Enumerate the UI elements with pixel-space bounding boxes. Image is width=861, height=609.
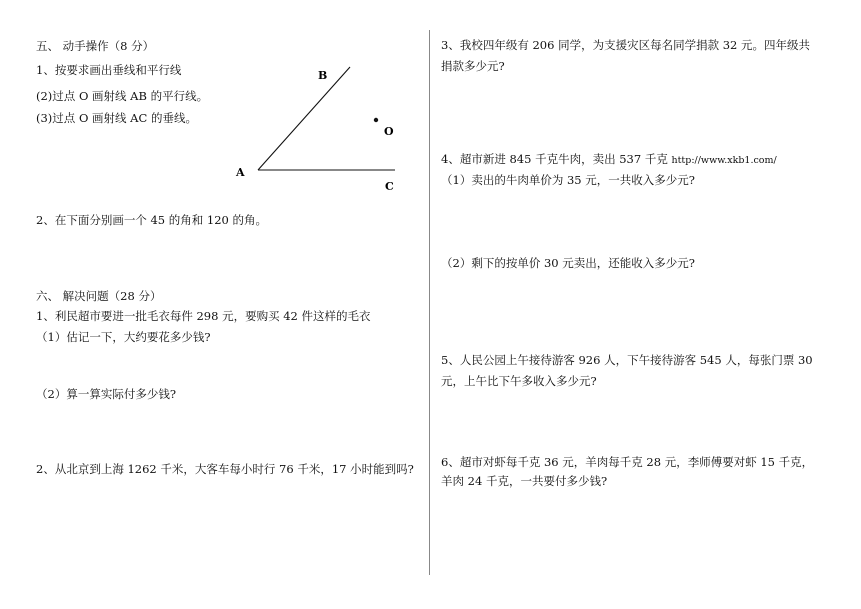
problem-4-line-1 [441, 152, 777, 168]
column-divider [429, 30, 430, 575]
question-2-text: 2、在下面分别画一个 45 的角和 120 的角。 [36, 213, 268, 227]
problem-1-text: 1、利民超市要进一批毛衣每件 298 元，要购买 42 件这样的毛衣 [36, 309, 371, 323]
problem-5-line-1: 5、人民公园上午接待游客 926 人，下午接待游客 545 人，每张门票 30 [441, 353, 813, 367]
ray-diagram [230, 60, 410, 200]
problem-6-line-1: 6、超市对虾每千克 36 元，羊肉每千克 28 元，李师傅要对虾 15 千克， [441, 455, 814, 469]
problem-3-line-1: 3、我校四年级有 206 同学，为支援灾区每名同学捐款 32 元。四年级共 [441, 38, 811, 52]
question-1-text: 1、按要求画出垂线和平行线 [36, 63, 182, 77]
problem-6-line-2: 羊肉 24 千克，一共要付多少钱? [441, 474, 608, 488]
problem-1-part-1: （1）估记一下，大约要花多少钱? [36, 330, 211, 344]
problem-1-part-2: （2）算一算实际付多少钱? [36, 387, 176, 401]
problem-2-text: 2、从北京到上海 1262 千米，大客车每小时行 76 千米，17 小时能到吗? [36, 462, 414, 476]
section-5-title: 五、 动手操作（8 分） [36, 39, 155, 53]
watermark-url: http://www.xkb1.com/ [671, 155, 777, 166]
section-6-title: 六、 解决问题（28 分） [36, 289, 162, 303]
question-1-part-3: (3)过点 O 画射线 AC 的垂线。 [36, 111, 197, 125]
problem-4-part-2: （2）剩下的按单价 30 元卖出，还能收入多少元? [441, 256, 695, 270]
label-o: O [384, 125, 394, 138]
question-1-part-2: (2)过点 O 画射线 AB 的平行线。 [36, 89, 209, 103]
label-b: B [318, 69, 328, 82]
problem-4-part-1: （1）卖出的牛肉单价为 35 元，一共收入多少元? [441, 173, 695, 187]
label-c: C [385, 180, 394, 193]
problem-5-line-2: 元，上午比下午多收入多少元? [441, 374, 597, 388]
point-o-dot [374, 118, 378, 122]
problem-3-line-2: 捐款多少元? [441, 59, 505, 73]
problem-4-text: 4、超市新进 845 千克牛肉，卖出 537 千克 [441, 152, 668, 166]
ray-ab [258, 67, 350, 170]
label-a: A [236, 166, 245, 179]
